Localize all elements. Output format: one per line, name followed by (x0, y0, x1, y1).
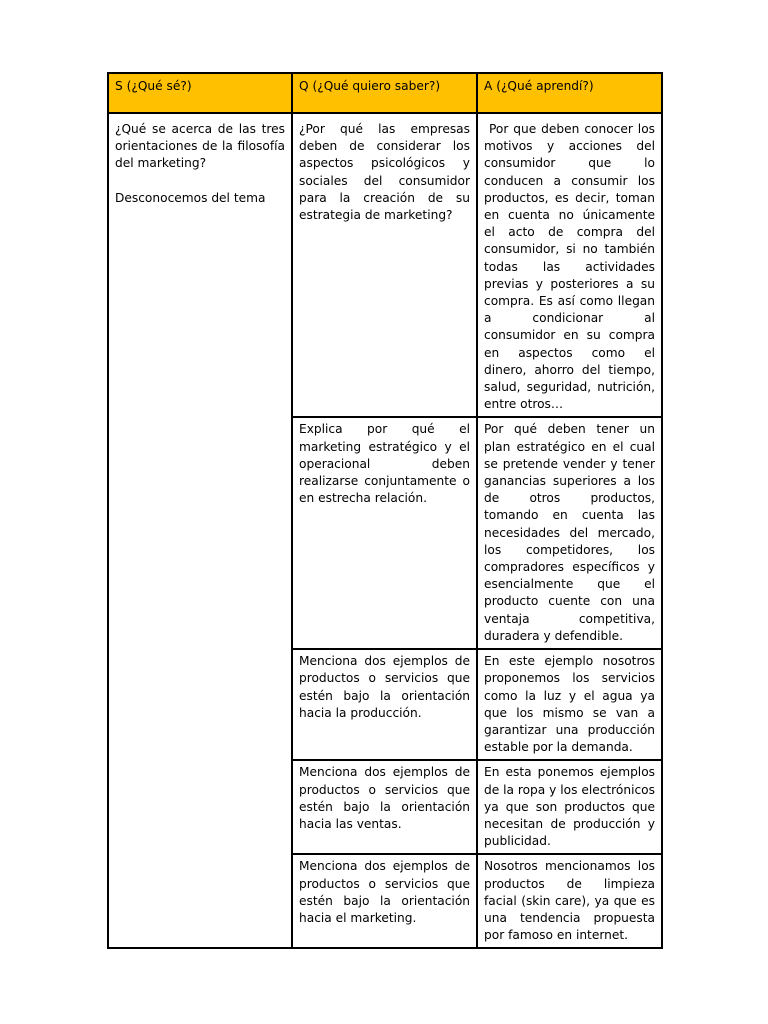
q-cell: Explica por qué el marketing estratégico y el operacional deben realizarse conjuntamente o en estrecha relación. (292, 417, 477, 649)
q-cell: Menciona dos ejemplos de productos o servicios que estén bajo la orientación hacia el marketing. (292, 854, 477, 948)
a-cell: Nosotros mencionamos los productos de limpieza facial (skin care), ya que es una tendencia propuesta por famoso en internet. (477, 854, 662, 948)
header-s: S (¿Qué sé?) (108, 73, 292, 113)
a-cell: Por que deben conocer los motivos y acciones del consumidor que lo conducen a consumir los productos, es decir, toman en cuenta no únicamente el acto de compra del consumidor, si no también todas las actividades previas y posteriores a su compra. Es así como llegan a condicionar al consumidor en su compra en aspectos como el dinero, ahorro del tiempo, salud, seguridad, nutrición, entre otros… (477, 113, 662, 417)
table-row (108, 113, 662, 417)
s-answer: Desconocemos del tema (115, 190, 266, 205)
a-cell: En esta ponemos ejemplos de la ropa y los electrónicos ya que son productos que necesitan de producción y publicidad. (477, 760, 662, 854)
a-cell: Por qué deben tener un plan estratégico en el cual se pretende vender y tener ganancias superiores a los de otros productos, tomando en cuenta las necesidades del mercado, los competidores, los compradores específicos y esencialmente que el producto cuente con una ventaja competitiva, duradera y defendible. (477, 417, 662, 649)
header-a: A (¿Qué aprendí?) (477, 73, 662, 113)
sqa-table (107, 72, 663, 949)
q-cell: ¿Por qué las empresas deben de considerar los aspectos psicológicos y sociales del consumidor para la creación de su estrategia de marketing? (292, 113, 477, 417)
s-question: ¿Qué se acerca de las tres orientaciones de la filosofía del marketing? (115, 122, 285, 171)
header-row (108, 73, 662, 113)
q-cell: Menciona dos ejemplos de productos o servicios que estén bajo la orientación hacia las ventas. (292, 760, 477, 854)
s-column-cell (108, 113, 292, 948)
q-cell: Menciona dos ejemplos de productos o servicios que estén bajo la orientación hacia la producción. (292, 649, 477, 760)
a-cell: En este ejemplo nosotros proponemos los servicios como la luz y el agua ya que los mismo se van a garantizar una producción estable por la demanda. (477, 649, 662, 760)
header-q: Q (¿Qué quiero saber?) (292, 73, 477, 113)
